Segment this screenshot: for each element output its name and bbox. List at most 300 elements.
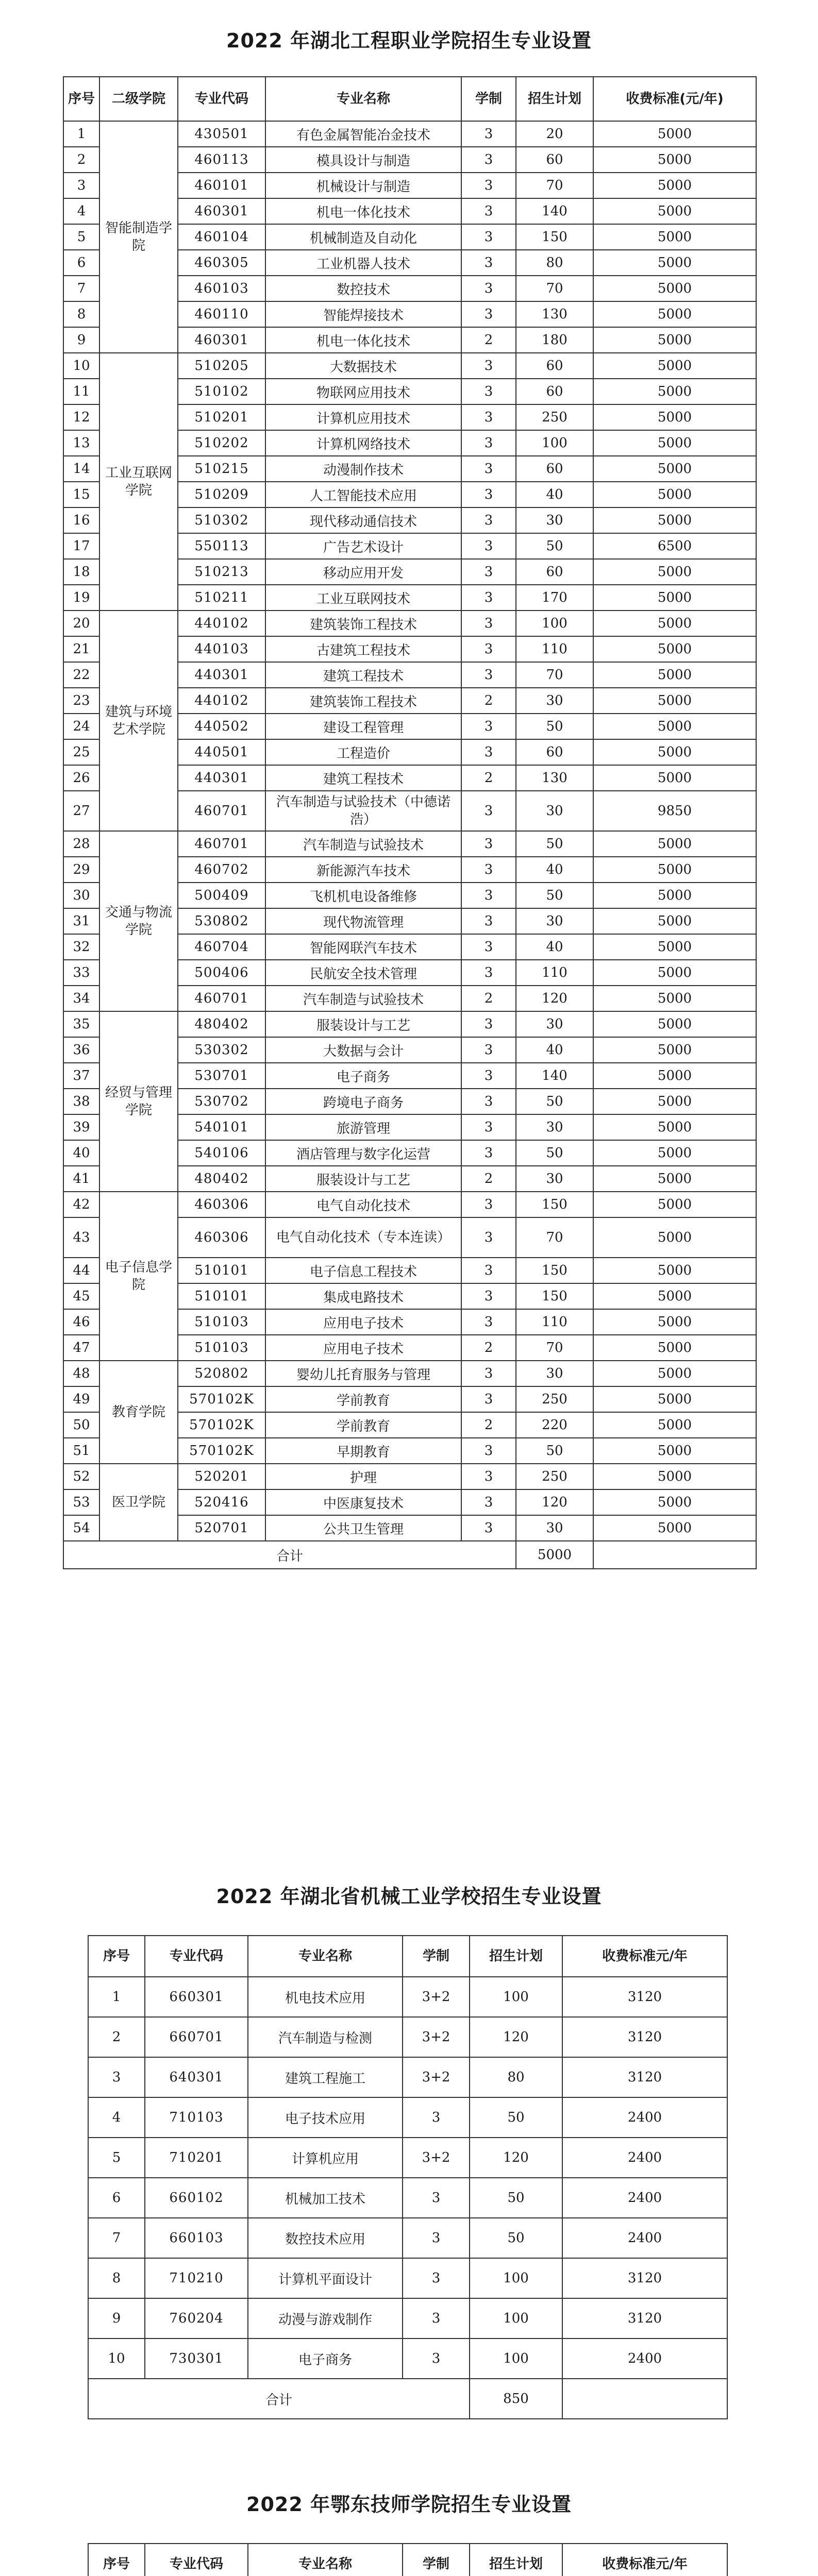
- major-code: 660102: [145, 2178, 248, 2218]
- row-number: 17: [63, 533, 99, 559]
- major-name: 工业机器人技术: [265, 250, 461, 276]
- tuition-fee: 5000: [593, 456, 756, 482]
- major-code: 520201: [178, 1464, 265, 1489]
- major-code: 460701: [178, 986, 265, 1011]
- table-row: [88, 2298, 727, 2338]
- row-number: 6: [88, 2178, 145, 2218]
- study-years: 3: [461, 1037, 516, 1063]
- study-years: 3: [461, 662, 516, 688]
- major-code: 460104: [178, 224, 265, 250]
- tuition-fee: 5000: [593, 986, 756, 1011]
- row-number: 14: [63, 456, 99, 482]
- tuition-fee: 2400: [562, 2138, 727, 2178]
- table-row: [88, 2017, 727, 2057]
- tuition-fee: 5000: [593, 353, 756, 379]
- enrollment-plan: 70: [516, 1335, 593, 1361]
- table-row: [88, 2338, 727, 2379]
- header-college: 二级学院: [99, 77, 178, 121]
- row-number: 33: [63, 960, 99, 986]
- major-name: 建筑装饰工程技术: [265, 611, 461, 636]
- header-name: 专业名称: [248, 2544, 403, 2576]
- header-code: 专业代码: [145, 1936, 248, 1977]
- major-code: 460305: [178, 250, 265, 276]
- major-code: 540106: [178, 1140, 265, 1166]
- major-code: 460702: [178, 857, 265, 883]
- enrollment-plan: 120: [516, 1489, 593, 1515]
- enrollment-plan: 30: [516, 688, 593, 714]
- enrollment-plan: 30: [516, 1114, 593, 1140]
- enrollment-plan: 80: [516, 250, 593, 276]
- study-years: 2: [461, 1412, 516, 1438]
- study-years: 3: [461, 301, 516, 327]
- major-name: 智能网联汽车技术: [265, 934, 461, 960]
- total-fee-empty: [593, 1541, 756, 1569]
- major-name: 智能焊接技术: [265, 301, 461, 327]
- major-name: 新能源汽车技术: [265, 857, 461, 883]
- major-code: 440301: [178, 662, 265, 688]
- tuition-fee: 5000: [593, 1114, 756, 1140]
- major-code: 510103: [178, 1309, 265, 1335]
- enrollment-plan: 30: [516, 1011, 593, 1037]
- study-years: 3: [461, 791, 516, 831]
- major-code: 460701: [178, 831, 265, 857]
- major-name: 应用电子技术: [265, 1309, 461, 1335]
- table-row: [63, 1361, 756, 1386]
- major-code: 570102K: [178, 1386, 265, 1412]
- study-years: 3: [461, 1386, 516, 1412]
- row-number: 51: [63, 1438, 99, 1464]
- major-name: 移动应用开发: [265, 559, 461, 585]
- row-number: 12: [63, 404, 99, 430]
- college-name: 交通与物流学院: [99, 831, 178, 1011]
- major-code: 440501: [178, 739, 265, 765]
- row-number: 54: [63, 1515, 99, 1541]
- major-code: 660103: [145, 2218, 248, 2258]
- enrollment-plan: 150: [516, 1258, 593, 1283]
- study-years: 3: [461, 934, 516, 960]
- tuition-fee: 5000: [593, 1258, 756, 1283]
- enrollment-plan: 150: [516, 224, 593, 250]
- major-name: 旅游管理: [265, 1114, 461, 1140]
- major-code: 440502: [178, 714, 265, 739]
- study-years: 3: [403, 2218, 470, 2258]
- tuition-fee: 5000: [593, 883, 756, 908]
- header-years: 学制: [403, 2544, 470, 2576]
- major-name: 电子商务: [248, 2338, 403, 2379]
- major-name: 酒店管理与数字化运营: [265, 1140, 461, 1166]
- tuition-fee: 5000: [593, 224, 756, 250]
- row-number: 16: [63, 507, 99, 533]
- major-code: 530702: [178, 1089, 265, 1114]
- tuition-fee: 5000: [593, 173, 756, 198]
- college-name: 电子信息学院: [99, 1192, 178, 1361]
- enrollment-plan: 30: [516, 1166, 593, 1192]
- enrollment-plan: 50: [516, 533, 593, 559]
- table-row: [63, 831, 756, 857]
- table-hbgc: [63, 76, 757, 1569]
- major-name: 计算机应用: [248, 2138, 403, 2178]
- total-plan: 5000: [516, 1541, 593, 1569]
- row-number: 25: [63, 739, 99, 765]
- enrollment-plan: 30: [516, 791, 593, 831]
- tuition-fee: 3120: [562, 2258, 727, 2298]
- tuition-fee: 5000: [593, 250, 756, 276]
- study-years: 2: [461, 327, 516, 353]
- tuition-fee: 3120: [562, 2017, 727, 2057]
- header-no: 序号: [88, 1936, 145, 1977]
- major-code: 520416: [178, 1489, 265, 1515]
- row-number: 29: [63, 857, 99, 883]
- major-code: 460301: [178, 198, 265, 224]
- tuition-fee: 5000: [593, 714, 756, 739]
- tuition-fee: 3120: [562, 1977, 727, 2017]
- major-code: 660701: [145, 2017, 248, 2057]
- major-code: 460101: [178, 173, 265, 198]
- major-code: 460306: [178, 1217, 265, 1258]
- study-years: 3: [403, 2097, 470, 2138]
- study-years: 2: [461, 986, 516, 1011]
- study-years: 3: [461, 1258, 516, 1283]
- tuition-fee: 5000: [593, 739, 756, 765]
- table-jxgy: [88, 1935, 728, 2419]
- study-years: 3: [461, 1140, 516, 1166]
- tuition-fee: 5000: [593, 585, 756, 611]
- major-name: 电子商务: [265, 1063, 461, 1089]
- major-code: 510211: [178, 585, 265, 611]
- row-number: 45: [63, 1283, 99, 1309]
- enrollment-plan: 110: [516, 636, 593, 662]
- major-name: 计算机平面设计: [248, 2258, 403, 2298]
- row-number: 9: [63, 327, 99, 353]
- row-number: 32: [63, 934, 99, 960]
- enrollment-plan: 50: [516, 1140, 593, 1166]
- tuition-fee: 5000: [593, 1217, 756, 1258]
- major-code: 510101: [178, 1258, 265, 1283]
- study-years: 3: [461, 1361, 516, 1386]
- row-number: 42: [63, 1192, 99, 1217]
- enrollment-plan: 50: [516, 883, 593, 908]
- major-code: 510209: [178, 482, 265, 507]
- college-name: 经贸与管理学院: [99, 1011, 178, 1192]
- major-name: 机电一体化技术: [265, 327, 461, 353]
- major-name: 汽车制造与检测: [248, 2017, 403, 2057]
- enrollment-plan: 100: [470, 2338, 562, 2379]
- row-number: 3: [63, 173, 99, 198]
- row-number: 23: [63, 688, 99, 714]
- tuition-fee: 5000: [593, 1011, 756, 1037]
- row-number: 19: [63, 585, 99, 611]
- row-number: 9: [88, 2298, 145, 2338]
- study-years: 3: [461, 1464, 516, 1489]
- major-code: 550113: [178, 533, 265, 559]
- row-number: 39: [63, 1114, 99, 1140]
- table-row: [63, 353, 756, 379]
- tuition-fee: 5000: [593, 507, 756, 533]
- tuition-fee: 5000: [593, 430, 756, 456]
- enrollment-plan: 150: [516, 1192, 593, 1217]
- tuition-fee: 5000: [593, 960, 756, 986]
- row-number: 5: [63, 224, 99, 250]
- college-name: 教育学院: [99, 1361, 178, 1464]
- major-code: 460110: [178, 301, 265, 327]
- study-years: 3: [461, 224, 516, 250]
- tuition-fee: 5000: [593, 1283, 756, 1309]
- enrollment-plan: 80: [470, 2057, 562, 2097]
- major-code: 530302: [178, 1037, 265, 1063]
- major-name: 汽车制造与试验技术（中德诺浩）: [265, 791, 461, 831]
- tuition-fee: 5000: [593, 1063, 756, 1089]
- college-name: 智能制造学院: [99, 121, 178, 353]
- row-number: 2: [63, 147, 99, 173]
- enrollment-plan: 30: [516, 908, 593, 934]
- tuition-fee: 5000: [593, 934, 756, 960]
- enrollment-plan: 70: [516, 662, 593, 688]
- row-number: 47: [63, 1335, 99, 1361]
- enrollment-plan: 220: [516, 1412, 593, 1438]
- tuition-fee: 5000: [593, 198, 756, 224]
- enrollment-plan: 50: [516, 1438, 593, 1464]
- enrollment-plan: 50: [516, 831, 593, 857]
- row-number: 26: [63, 765, 99, 791]
- tuition-fee: 5000: [593, 1335, 756, 1361]
- enrollment-plan: 40: [516, 482, 593, 507]
- major-code: 440102: [178, 611, 265, 636]
- tuition-fee: 5000: [593, 559, 756, 585]
- row-number: 2: [88, 2017, 145, 2057]
- major-name: 广告艺术设计: [265, 533, 461, 559]
- enrollment-plan: 100: [516, 611, 593, 636]
- enrollment-plan: 110: [516, 1309, 593, 1335]
- major-code: 430501: [178, 121, 265, 147]
- major-code: 530802: [178, 908, 265, 934]
- enrollment-plan: 40: [516, 857, 593, 883]
- major-code: 510215: [178, 456, 265, 482]
- major-name: 计算机应用技术: [265, 404, 461, 430]
- major-name: 建筑装饰工程技术: [265, 688, 461, 714]
- table-row: [88, 2138, 727, 2178]
- study-years: 3: [461, 883, 516, 908]
- total-label: 合计: [63, 1541, 516, 1569]
- row-number: 31: [63, 908, 99, 934]
- major-code: 510101: [178, 1283, 265, 1309]
- study-years: 2: [461, 688, 516, 714]
- header-years: 学制: [461, 77, 516, 121]
- major-name: 大数据与会计: [265, 1037, 461, 1063]
- row-number: 50: [63, 1412, 99, 1438]
- major-name: 现代移动通信技术: [265, 507, 461, 533]
- major-name: 跨境电子商务: [265, 1089, 461, 1114]
- row-number: 49: [63, 1386, 99, 1412]
- enrollment-plan: 170: [516, 585, 593, 611]
- enrollment-plan: 50: [516, 1089, 593, 1114]
- tuition-fee: 5000: [593, 831, 756, 857]
- major-name: 电气自动化技术（专本连读）: [265, 1217, 461, 1258]
- table-row: [63, 1192, 756, 1217]
- tuition-fee: 5000: [593, 1140, 756, 1166]
- major-code: 640301: [145, 2057, 248, 2097]
- tuition-fee: 5000: [593, 908, 756, 934]
- table-row: [88, 2097, 727, 2138]
- header-fee: 收费标准元/年: [562, 1936, 727, 1977]
- major-name: 计算机网络技术: [265, 430, 461, 456]
- study-years: 3: [461, 1515, 516, 1541]
- enrollment-plan: 120: [470, 2017, 562, 2057]
- table-edjs: [88, 2543, 728, 2576]
- study-years: 3: [461, 1309, 516, 1335]
- major-code: 510302: [178, 507, 265, 533]
- major-name: 公共卫生管理: [265, 1515, 461, 1541]
- study-years: 3: [461, 507, 516, 533]
- section-3-title: 2022 年鄂东技师学院招生专业设置: [246, 2493, 572, 2516]
- row-number: 22: [63, 662, 99, 688]
- table-row: [63, 1011, 756, 1037]
- major-code: 760204: [145, 2298, 248, 2338]
- enrollment-plan: 30: [516, 1515, 593, 1541]
- study-years: 3: [461, 1089, 516, 1114]
- study-years: 3+2: [403, 1977, 470, 2017]
- row-number: 18: [63, 559, 99, 585]
- major-name: 建筑工程施工: [248, 2057, 403, 2097]
- header-plan: 招生计划: [470, 2544, 562, 2576]
- enrollment-plan: 70: [516, 173, 593, 198]
- tuition-fee: 2400: [562, 2218, 727, 2258]
- enrollment-plan: 50: [470, 2178, 562, 2218]
- major-code: 480402: [178, 1166, 265, 1192]
- header-fee: 收费标准元/年: [562, 2544, 727, 2576]
- enrollment-plan: 250: [516, 1464, 593, 1489]
- table-row: [88, 2258, 727, 2298]
- study-years: 3: [461, 173, 516, 198]
- enrollment-plan: 30: [516, 1361, 593, 1386]
- tuition-fee: 9850: [593, 791, 756, 831]
- tuition-fee: 2400: [562, 2097, 727, 2138]
- enrollment-plan: 60: [516, 379, 593, 404]
- study-years: 3: [461, 404, 516, 430]
- row-number: 38: [63, 1089, 99, 1114]
- row-number: 46: [63, 1309, 99, 1335]
- row-number: 4: [88, 2097, 145, 2138]
- enrollment-plan: 140: [516, 1063, 593, 1089]
- table-row: [63, 1464, 756, 1489]
- enrollment-plan: 50: [470, 2218, 562, 2258]
- major-code: 440102: [178, 688, 265, 714]
- table-row: [88, 2218, 727, 2258]
- study-years: 3: [461, 1114, 516, 1140]
- major-code: 510102: [178, 379, 265, 404]
- study-years: 3: [461, 739, 516, 765]
- tuition-fee: 5000: [593, 636, 756, 662]
- study-years: 3: [461, 482, 516, 507]
- row-number: 37: [63, 1063, 99, 1089]
- study-years: 3: [461, 1063, 516, 1089]
- tuition-fee: 5000: [593, 276, 756, 301]
- enrollment-plan: 100: [470, 2298, 562, 2338]
- row-number: 35: [63, 1011, 99, 1037]
- enrollment-plan: 60: [516, 147, 593, 173]
- tuition-fee: 5000: [593, 121, 756, 147]
- major-code: 510205: [178, 353, 265, 379]
- major-name: 飞机机电设备维修: [265, 883, 461, 908]
- major-name: 服装设计与工艺: [265, 1166, 461, 1192]
- major-code: 540101: [178, 1114, 265, 1140]
- tuition-fee: 2400: [562, 2338, 727, 2379]
- study-years: 3: [461, 1283, 516, 1309]
- enrollment-plan: 60: [516, 456, 593, 482]
- study-years: 3+2: [403, 2017, 470, 2057]
- tuition-fee: 5000: [593, 1489, 756, 1515]
- row-number: 10: [88, 2338, 145, 2379]
- row-number: 48: [63, 1361, 99, 1386]
- tuition-fee: 5000: [593, 611, 756, 636]
- row-number: 43: [63, 1217, 99, 1258]
- study-years: 3+2: [403, 2057, 470, 2097]
- major-code: 460103: [178, 276, 265, 301]
- major-code: 460306: [178, 1192, 265, 1217]
- enrollment-plan: 250: [516, 404, 593, 430]
- major-name: 机械加工技术: [248, 2178, 403, 2218]
- row-number: 3: [88, 2057, 145, 2097]
- study-years: 3: [461, 611, 516, 636]
- header-plan: 招生计划: [470, 1936, 562, 1977]
- tuition-fee: 5000: [593, 1515, 756, 1541]
- major-code: 480402: [178, 1011, 265, 1037]
- row-number: 24: [63, 714, 99, 739]
- major-name: 民航安全技术管理: [265, 960, 461, 986]
- row-number: 44: [63, 1258, 99, 1283]
- table-row: [88, 2178, 727, 2218]
- college-name: 建筑与环境艺术学院: [99, 611, 178, 831]
- major-name: 学前教育: [265, 1386, 461, 1412]
- major-name: 集成电路技术: [265, 1283, 461, 1309]
- row-number: 30: [63, 883, 99, 908]
- enrollment-plan: 70: [516, 1217, 593, 1258]
- major-name: 早期教育: [265, 1438, 461, 1464]
- study-years: 3: [461, 147, 516, 173]
- enrollment-plan: 40: [516, 934, 593, 960]
- enrollment-plan: 50: [516, 714, 593, 739]
- study-years: 3: [403, 2258, 470, 2298]
- major-name: 应用电子技术: [265, 1335, 461, 1361]
- table-row: [88, 2057, 727, 2097]
- major-name: 婴幼儿托育服务与管理: [265, 1361, 461, 1386]
- header-no: 序号: [88, 2544, 145, 2576]
- major-code: 510202: [178, 430, 265, 456]
- tuition-fee: 6500: [593, 533, 756, 559]
- total-fee-empty: [562, 2379, 727, 2419]
- major-code: 460704: [178, 934, 265, 960]
- major-code: 510103: [178, 1335, 265, 1361]
- major-name: 工业互联网技术: [265, 585, 461, 611]
- header-name: 专业名称: [265, 77, 461, 121]
- row-number: 34: [63, 986, 99, 1011]
- study-years: 2: [461, 1166, 516, 1192]
- section-1-title: 2022 年湖北工程职业学院招生专业设置: [226, 29, 592, 52]
- total-plan: 850: [470, 2379, 562, 2419]
- major-name: 中医康复技术: [265, 1489, 461, 1515]
- major-code: 710210: [145, 2258, 248, 2298]
- study-years: 3: [461, 960, 516, 986]
- enrollment-plan: 120: [516, 986, 593, 1011]
- row-number: 4: [63, 198, 99, 224]
- major-name: 人工智能技术应用: [265, 482, 461, 507]
- section-2-title: 2022 年湖北省机械工业学校招生专业设置: [216, 1885, 602, 1908]
- study-years: 3: [461, 636, 516, 662]
- study-years: 3: [461, 714, 516, 739]
- enrollment-plan: 100: [470, 2258, 562, 2298]
- tuition-fee: 5000: [593, 765, 756, 791]
- tuition-fee: 3120: [562, 2298, 727, 2338]
- tuition-fee: 5000: [593, 1166, 756, 1192]
